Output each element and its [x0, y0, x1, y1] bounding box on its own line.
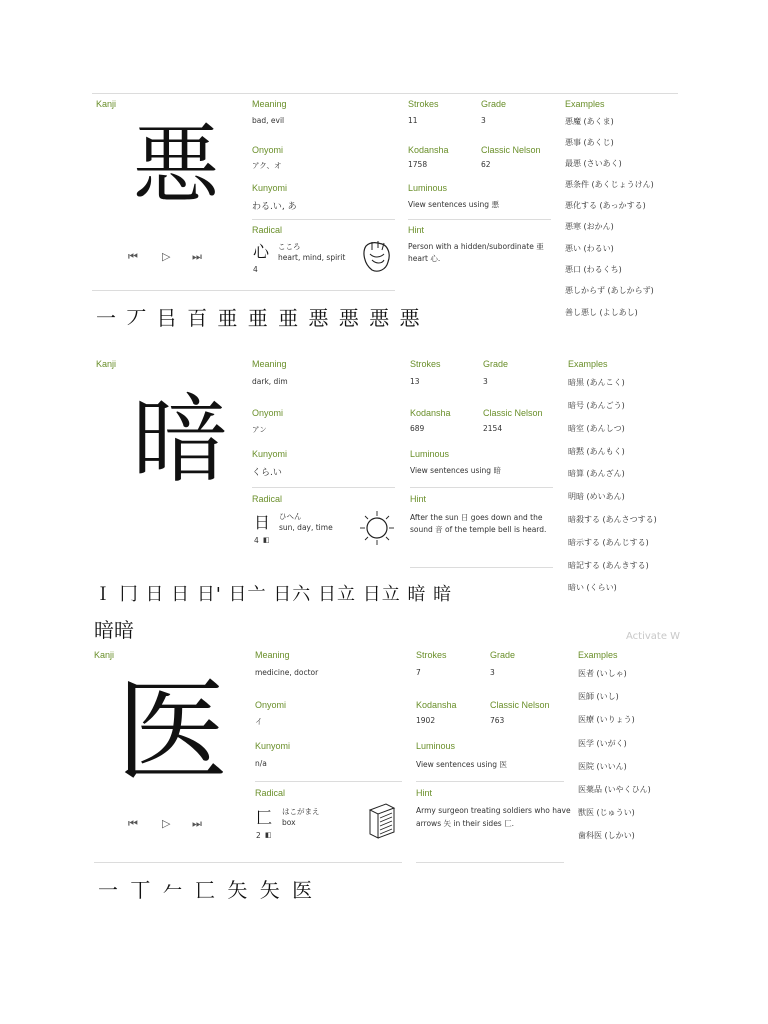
example-item: 暗記する (あんきする)	[568, 561, 649, 570]
kunyomi-label: Kunyomi	[252, 449, 288, 459]
kanji-label: Kanji	[96, 99, 117, 109]
radical-stroke-count: 4	[254, 536, 259, 545]
divider	[92, 290, 395, 291]
kanji-label: Kanji	[96, 359, 117, 369]
divider	[94, 862, 402, 863]
luminous-label: Luminous	[410, 449, 450, 459]
strokes-value: 11	[408, 116, 418, 125]
radical-label: Radical	[255, 788, 286, 798]
meaning-value: dark, dim	[252, 377, 288, 386]
onyomi-value: アン	[252, 425, 267, 434]
divider	[408, 219, 551, 220]
example-item: 明暗 (めいあん)	[568, 492, 625, 501]
example-item: 悪化する (あっかする)	[565, 201, 646, 210]
onyomi-label: Onyomi	[255, 700, 287, 710]
kodansha-value: 689	[410, 424, 425, 433]
example-item: 悪条件 (あくじょうけん)	[565, 180, 654, 189]
strokes-label: Strokes	[410, 359, 441, 369]
divider	[410, 567, 553, 568]
example-item: 医院 (いいん)	[578, 762, 627, 771]
example-item: 獣医 (じゅうい)	[578, 808, 635, 817]
luminous-label: Luminous	[416, 741, 456, 751]
example-item: 悪しからず (あしからず)	[565, 286, 654, 295]
kunyomi-value: わる.い, あ	[252, 202, 297, 212]
radical-reading: ひへん	[279, 512, 302, 521]
play-icon[interactable]: ▷	[162, 817, 171, 830]
example-item: 暗黙 (あんもく)	[568, 447, 625, 456]
strokes-value: 13	[410, 377, 420, 386]
example-item: 暗室 (あんしつ)	[568, 424, 625, 433]
hint-label: Hint	[410, 494, 427, 504]
kunyomi-label: Kunyomi	[255, 741, 291, 751]
onyomi-label: Onyomi	[252, 408, 284, 418]
example-item: 歯科医 (しかい)	[578, 831, 635, 840]
radical-meaning: box	[282, 818, 296, 827]
example-item: 暗殺する (あんさつする)	[568, 515, 657, 524]
example-item: 暗算 (あんざん)	[568, 469, 625, 478]
kodansha-value: 1758	[408, 160, 428, 169]
next-stroke-icon[interactable]: ⏭	[192, 817, 202, 830]
example-item: 暗黒 (あんこく)	[568, 378, 625, 387]
example-item: 医学 (いがく)	[578, 739, 627, 748]
hint-text-line: sound 音 of the temple bell is heard.	[410, 525, 547, 534]
example-item: 悪い (わるい)	[565, 244, 614, 253]
stroke-order-sequence: Ｉ 冂 日 日 日' 日亠 日六 日立 日立 暗 暗	[94, 584, 453, 605]
kanji-label: Kanji	[94, 650, 115, 660]
examples-label: Examples	[578, 650, 618, 660]
strokes-label: Strokes	[416, 650, 447, 660]
classic-nelson-label: Classic Nelson	[490, 700, 550, 710]
radical-label: Radical	[252, 494, 283, 504]
meaning-value: medicine, doctor	[255, 668, 319, 677]
luminous-link[interactable]: View sentences using 悪	[408, 200, 499, 209]
radical-variant-icon: ◧	[263, 536, 270, 544]
examples-label: Examples	[568, 359, 608, 369]
kodansha-value: 1902	[416, 716, 436, 725]
radical-meaning: heart, mind, spirit	[278, 253, 346, 262]
radical-meaning: sun, day, time	[279, 523, 333, 532]
meaning-label: Meaning	[252, 99, 287, 109]
hint-text-line: Army surgeon treating soldiers who have	[416, 806, 571, 815]
grade-value: 3	[481, 116, 486, 125]
luminous-label: Luminous	[408, 183, 448, 193]
strokes-label: Strokes	[408, 99, 439, 109]
kodansha-label: Kodansha	[416, 700, 457, 710]
luminous-link[interactable]: View sentences using 暗	[410, 466, 501, 475]
example-item: 医師 (いし)	[578, 692, 619, 701]
divider	[410, 487, 553, 488]
example-item: 善し悪し (よしあし)	[565, 308, 638, 317]
grade-value: 3	[490, 668, 495, 677]
hint-text-line: After the sun 日 goes down and the	[410, 513, 543, 522]
classic-nelson-value: 2154	[483, 424, 503, 433]
example-item: 暗示する (あんじする)	[568, 538, 649, 547]
radical-reading: こころ	[278, 242, 301, 251]
hint-text-line: heart 心.	[408, 254, 441, 263]
radical-reading: はこがまえ	[282, 807, 320, 816]
radical-stroke-count: 4	[253, 265, 258, 274]
strokes-value: 7	[416, 668, 421, 677]
radical-glyph: 心	[253, 242, 270, 261]
kodansha-label: Kodansha	[408, 145, 449, 155]
meaning-label: Meaning	[252, 359, 287, 369]
divider	[252, 487, 395, 488]
example-item: 悪寒 (おかん)	[565, 222, 614, 231]
example-item: 悪事 (あくじ)	[565, 138, 614, 147]
radical-label: Radical	[252, 225, 283, 235]
hint-label: Hint	[416, 788, 433, 798]
divider	[416, 781, 564, 782]
kanji-character: 医	[116, 667, 228, 797]
previous-stroke-icon[interactable]: ⏮	[128, 250, 138, 263]
meaning-value: bad, evil	[252, 116, 285, 125]
play-icon[interactable]: ▷	[162, 250, 171, 263]
example-item: 医療 (いりょう)	[578, 715, 635, 724]
examples-label: Examples	[565, 99, 605, 109]
kodansha-label: Kodansha	[410, 408, 451, 418]
classic-nelson-value: 763	[490, 716, 505, 725]
grade-label: Grade	[483, 359, 509, 369]
kanji-character: 暗	[132, 384, 228, 496]
radical-variant-icon: ◧	[265, 831, 272, 839]
kunyomi-value: n/a	[255, 759, 267, 768]
luminous-link[interactable]: View sentences using 医	[416, 760, 507, 769]
previous-stroke-icon[interactable]: ⏮	[128, 817, 138, 830]
stroke-order-sequence-continued: 暗暗	[94, 618, 134, 642]
divider	[252, 219, 395, 220]
radical-stroke-count: 2	[256, 831, 261, 840]
kunyomi-label: Kunyomi	[252, 183, 288, 193]
grade-label: Grade	[481, 99, 507, 109]
radical-glyph: 日	[254, 513, 271, 532]
stroke-order-sequence: 一 丆 㠯 百 亜 亜 亜 悪 悪 悪 悪	[96, 306, 422, 330]
meaning-label: Meaning	[255, 650, 290, 660]
divider	[255, 781, 402, 782]
kunyomi-value: くら.い	[252, 468, 282, 478]
example-item: 暗号 (あんごう)	[568, 401, 625, 410]
onyomi-value: アク、オ	[252, 161, 282, 170]
activate-watermark: Activate W	[626, 631, 681, 642]
example-item: 医者 (いしゃ)	[578, 669, 627, 678]
example-item: 悪口 (わるくち)	[565, 265, 622, 274]
sun-icon	[358, 509, 396, 547]
onyomi-label: Onyomi	[252, 145, 284, 155]
onyomi-value: イ	[255, 717, 263, 726]
kanji-character: 悪	[133, 115, 219, 215]
heart-icon	[360, 238, 394, 274]
hint-label: Hint	[408, 225, 425, 235]
example-item: 悪魔 (あくま)	[565, 117, 614, 126]
hint-text-line: arrows 矢 in their sides 匚.	[416, 819, 514, 828]
example-item: 暗い (くらい)	[568, 583, 617, 592]
top-divider	[92, 93, 678, 94]
classic-nelson-label: Classic Nelson	[481, 145, 541, 155]
classic-nelson-label: Classic Nelson	[483, 408, 543, 418]
next-stroke-icon[interactable]: ⏭	[192, 250, 202, 263]
radical-glyph: 匚	[256, 808, 273, 827]
classic-nelson-value: 62	[481, 160, 491, 169]
example-item: 最悪 (さいあく)	[565, 159, 622, 168]
stroke-order-sequence: 一 丅 𠂉 匸 矢 矢 医	[98, 878, 316, 902]
divider	[416, 862, 564, 863]
box-icon	[364, 802, 398, 840]
example-item: 医薬品 (いやくひん)	[578, 785, 651, 794]
grade-label: Grade	[490, 650, 516, 660]
grade-value: 3	[483, 377, 488, 386]
hint-text-line: Person with a hidden/subordinate 亜	[408, 242, 544, 251]
